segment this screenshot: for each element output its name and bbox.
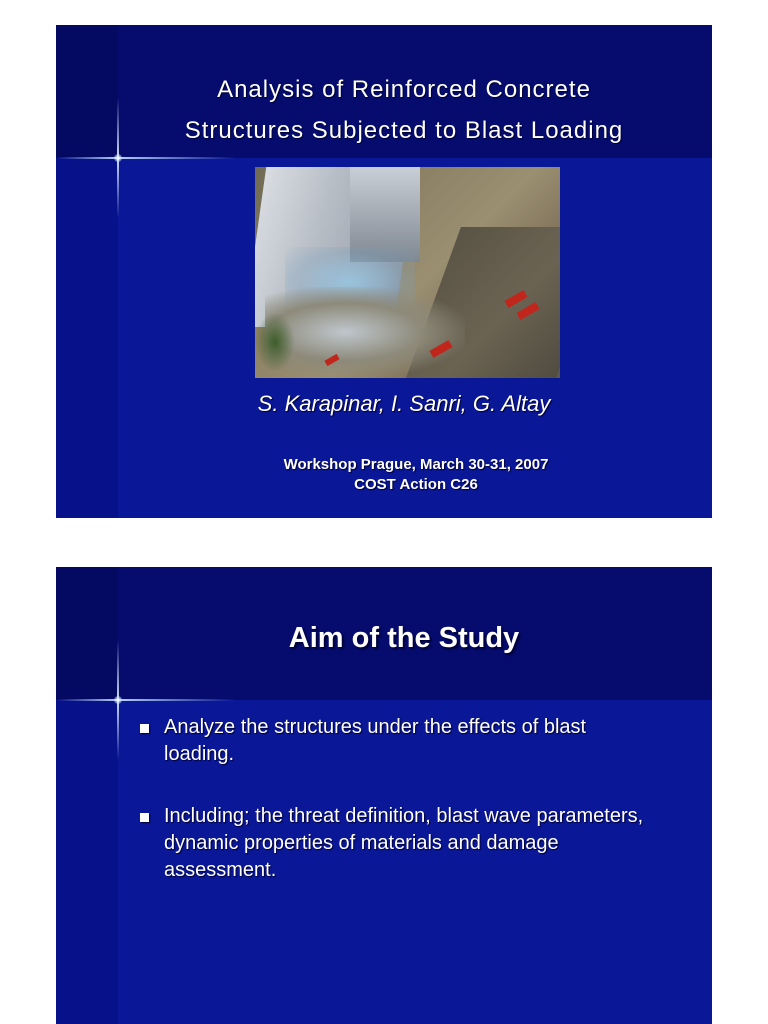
square-bullet-icon xyxy=(140,813,149,822)
slide-1-workshop xyxy=(176,455,656,495)
square-bullet-icon xyxy=(140,724,149,733)
list-item xyxy=(140,714,660,768)
slide-2 xyxy=(56,567,712,1024)
slide-band-edge xyxy=(56,567,118,700)
slide-left-strip xyxy=(56,158,118,518)
title-line: Analysis of Reinforced Concrete xyxy=(217,76,591,103)
slide-1-authors: S. Karapinar, I. Sanri, G. Altay xyxy=(257,391,551,416)
list-item xyxy=(140,803,660,884)
bullet-list xyxy=(140,714,660,919)
slide-band-edge xyxy=(56,25,118,158)
slide-1-title xyxy=(136,69,672,151)
workshop-line: Workshop Prague, March 30-31, 2007 xyxy=(283,456,549,473)
bullet-text: Analyze the structures under the effects of blast loading. xyxy=(164,716,587,765)
slide-left-strip xyxy=(56,700,118,1024)
title-line: Structures Subjected to Blast Loading xyxy=(184,117,624,144)
bullet-text: Including; the threat definition, blast wave parameters, dynamic properties of materials and damage assessment. xyxy=(164,805,644,881)
slide-2-title: Aim of the Study xyxy=(288,622,520,654)
slide-1 xyxy=(56,25,712,518)
workshop-line: COST Action C26 xyxy=(354,476,478,493)
damaged-building-photo xyxy=(255,167,560,378)
